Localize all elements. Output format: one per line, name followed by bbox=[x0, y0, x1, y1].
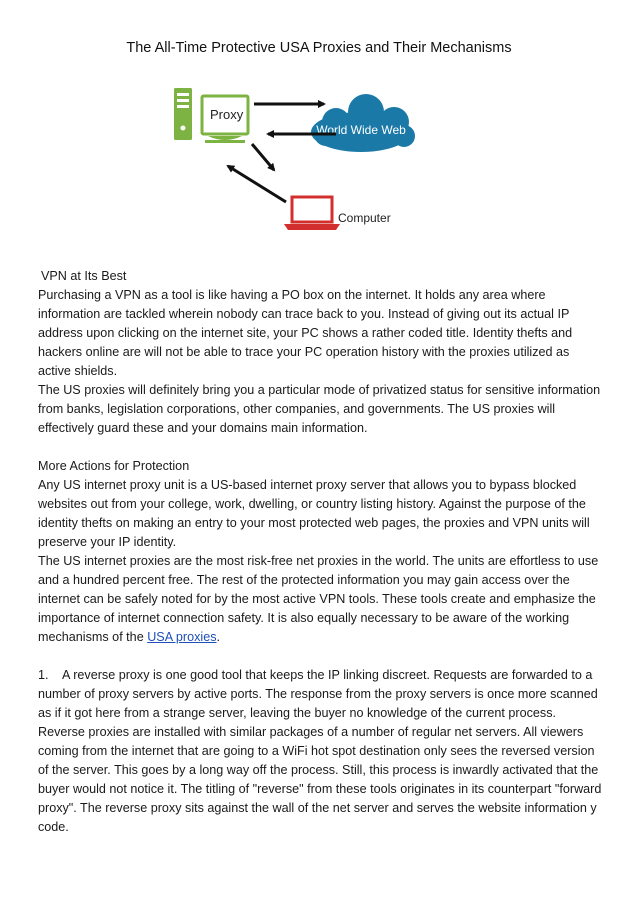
section-heading-actions: More Actions for Protection bbox=[38, 459, 190, 473]
paragraph-actions-2 bbox=[38, 552, 604, 647]
computer-label: Computer bbox=[338, 211, 391, 225]
section-heading-vpn: VPN at Its Best bbox=[41, 269, 127, 283]
server-tower-icon bbox=[174, 88, 192, 140]
computer-laptop-icon bbox=[284, 197, 391, 230]
arrow-computer-to-proxy bbox=[228, 166, 286, 202]
proxy-diagram bbox=[166, 84, 466, 249]
paragraph-actions-1: Any US internet proxy unit is a US-based internet proxy server that allows you to bypass blocked websites out from your college, work, dwelling, or country listing history. Against the purpose of the identity thefts on making an entry to your most protected web pages, the proxies and VPN units will preserve your IP identity. bbox=[38, 478, 590, 549]
paragraph-vpn-2: The US proxies will definitely bring you a particular mode of privatized status for sensitive information from banks, legislation corporations, other companies, and governments. The US proxies will effectively guard these and your domains main information. bbox=[38, 383, 601, 435]
proxy-monitor-icon bbox=[202, 96, 248, 143]
spacer bbox=[38, 438, 604, 457]
cloud-label: World Wide Web bbox=[316, 123, 406, 137]
spacer bbox=[38, 647, 604, 666]
list-item-text: A reverse proxy is one good tool that keeps the IP linking discreet. Requests are forwarded to a number of proxy servers by active ports. The response from the proxy servers is once more scanned as if it got here from a strange server, leaving the buyer no knowledge of the current process. Reverse proxies are installed with similar packages of a number of regular net servers. All viewers coming from the internet that are going to a WiFi hot spot destination only sees the reversed version of the server. This goes by a long way off the process. Still, this process is inwardly activated that the buyer would not notice it. The titling of "reverse" from these tools originates in its counterpart "forward proxy". The reverse proxy sits against the wall of the net server and serves the website information y code. bbox=[38, 668, 602, 834]
proxy-label: Proxy bbox=[210, 107, 244, 122]
paragraph-actions-2-text: The US internet proxies are the most risk-free net proxies in the world. The units are effortless to use and a hundred percent free. The rest of the protected information you may gain access over the internet can be safely noted for by the most active VPN tools. These tools create and emphasize the importance of internet connection safety. It is also equally necessary to be aware of the working mechanisms of the bbox=[38, 554, 599, 644]
arrow-proxy-to-computer bbox=[252, 144, 274, 170]
list-item-1 bbox=[38, 666, 604, 837]
proxy-diagram-graphic bbox=[166, 84, 466, 249]
list-number: 1. bbox=[38, 668, 49, 682]
page-title: The All-Time Protective USA Proxies and Their Mechanisms bbox=[126, 40, 512, 56]
world-wide-web-cloud-icon bbox=[311, 94, 415, 152]
usa-proxies-link[interactable]: USA proxies bbox=[147, 630, 217, 644]
article-body bbox=[38, 267, 604, 837]
paragraph-vpn-1: Purchasing a VPN as a tool is like having a PO box on the internet. It holds any area where information are tackled wherein nobody can trace back to you. Instead of giving out its actual IP address upon clicking on the internet site, your PC shows a rather coded title. Identity thefts and hackers online are will not be able to trace your PC operation history with the proxies utilized as active shields. bbox=[38, 288, 573, 378]
paragraph-actions-2-end: . bbox=[216, 630, 220, 644]
